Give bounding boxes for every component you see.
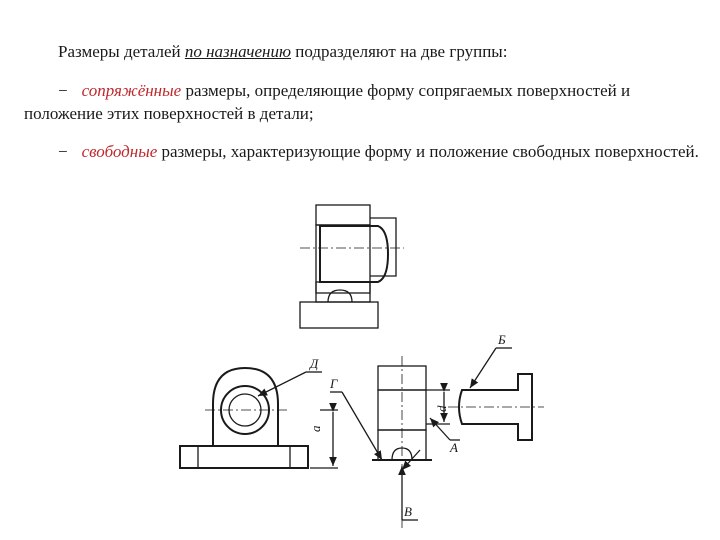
label-G: Г — [330, 376, 338, 391]
housing-base — [180, 446, 308, 468]
pin-bottom-arc — [328, 290, 352, 302]
free-description: размеры, характеризующие форму и положение свободных поверхностей. — [157, 142, 699, 161]
top-block-hatch-lower — [316, 282, 370, 302]
dash-marker: − — [58, 81, 68, 100]
leader-D — [258, 372, 306, 396]
leader-G — [342, 392, 382, 460]
intro-start: Размеры деталей — [58, 42, 185, 61]
intro-end: подразделяют на две группы: — [290, 42, 508, 61]
label-B: Б — [498, 332, 506, 347]
bearing-housing-view — [180, 356, 338, 468]
free-term: свободные — [81, 142, 158, 161]
shaft-view — [426, 332, 544, 455]
intro-emphasis: по назначению — [184, 42, 291, 61]
dash-marker: − — [58, 142, 68, 161]
pin-body — [320, 226, 388, 282]
leader-A — [430, 418, 450, 440]
mating-description: размеры, определяющие форму сопрягаемых поверхностей и положение этих поверхностей в детали; — [24, 81, 631, 123]
dim-a-label: a — [308, 425, 323, 432]
top-assembly-view — [300, 205, 404, 328]
base-plate — [300, 302, 378, 328]
top-block-hatch — [316, 205, 370, 225]
label-D: Д — [310, 356, 319, 371]
label-V: В — [404, 504, 412, 519]
leader-B — [470, 348, 496, 388]
dim-d-label: d — [434, 405, 449, 412]
mating-term: сопряжённые — [81, 81, 182, 100]
bushing-section-view — [329, 356, 432, 528]
label-A: А — [450, 440, 458, 455]
